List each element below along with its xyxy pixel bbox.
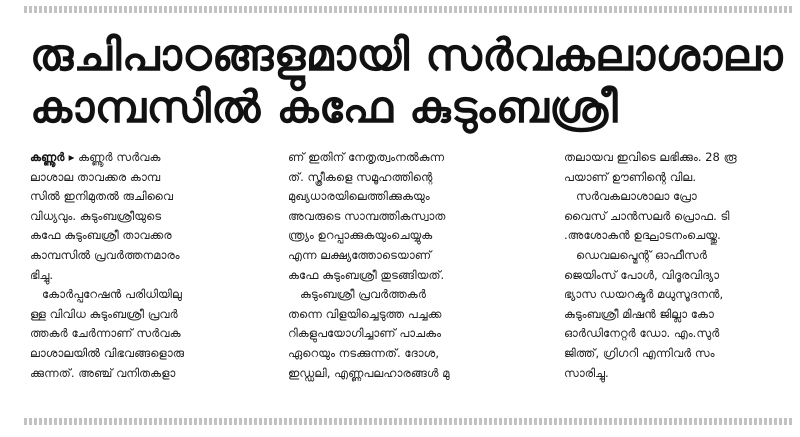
text-line: ഭിച്ചു. (30, 267, 54, 282)
text-line: മുഖ്യധാരയിലെത്തിക്കുകയും (288, 189, 430, 204)
headline-line-2: കാമ്പസിൽ കഫേ കുടുംബശ്രീ (30, 82, 619, 133)
text-line: സർവകലാശാലാ പ്രോ (576, 189, 697, 204)
text-line: കോർപ്പറേഷൻ പരിധിയിലു (42, 287, 182, 302)
top-dotted-rule (24, 6, 794, 13)
text-line: ന്ത്ര്യം ഉറപ്പാക്കുകയുംചെയ്യുക (288, 228, 433, 243)
text-line: വൈസ് ചാൻസലർ പ്രൊഫ. ടി (564, 208, 730, 223)
text-line: എന്ന ലക്ഷ്യത്തോടെയാണ് (288, 247, 432, 262)
text-line: ഏറെയും നടക്കുന്നത്. ദോശ, (288, 345, 440, 360)
text-line: പയാണ് ഊണിന്റെ വില. (564, 169, 697, 184)
text-line: അവരുടെ സാമ്പത്തികസ്വാത (288, 208, 446, 223)
text-line: കുടുംബശ്രീ മിഷൻ ജില്ലാ കോ (564, 306, 714, 321)
text-line: തലായവ ഇവിടെ ലഭിക്കും. 28 രൂ (564, 150, 737, 164)
article-column-1 (30, 148, 270, 383)
text-line: കുടുംബശ്രീ പ്രവർത്തകർ (300, 287, 426, 302)
text-line: ണ് ഇതിന് നേതൃത്വംനൽകുന്ന (288, 150, 445, 164)
text-line: ഇഡ്ഡലി, എണ്ണപലഹാരങ്ങൾ മു (288, 365, 450, 380)
text-line: കഫേ കുടുംബശ്രീ താവക്കര (30, 228, 172, 243)
text-line: ജിത്ത്, ഗ്രിഗറി എന്നിവർ സം (564, 345, 715, 360)
text-line: ലാശാലയിൽ വിഭവങ്ങളൊരു (30, 345, 185, 360)
text-line: വിധ്യവും. കുടുംബശ്രീയുടെ (30, 208, 162, 223)
text-line: തന്നെ വിളയിച്ചെടുത്ത പച്ചക്ക (288, 306, 442, 321)
text-line: .അശോകൻ ഉദ്ഘാടനംചെയ്തു. (564, 228, 721, 243)
text-line: സിൽ ഇനിമുതൽ രുചിവൈ (30, 189, 174, 204)
text-line: കണ്ണൂർ സർവക (78, 150, 161, 164)
text-line: ക്കുന്നത്. അഞ്ച് വനിതകളാ (30, 365, 176, 380)
text-line: ഡെവലപ്മെന്റ് ഓഫീസർ (576, 247, 707, 262)
headline (30, 30, 792, 134)
headline-line-1: രുചിപാഠങ്ങളുമായി സർവകലാശാലാ (30, 30, 784, 81)
article-column-3 (564, 148, 792, 383)
article-column-2 (288, 148, 530, 383)
text-line: റികളുപയോഗിച്ചാണ് പാചകം (288, 326, 442, 341)
text-line: ത്. സ്ത്രീകളെ സമൂഹത്തിന്റെ (288, 169, 433, 184)
text-line: ജെയിംസ് പോൾ, വിദൂരവിദ്യാ (564, 267, 720, 282)
bottom-dotted-rule (24, 418, 794, 425)
article-body (30, 148, 792, 410)
text-line: ത്തകർ ചേർന്നാണ് സർവക (30, 326, 181, 341)
text-line: കഫേ കുടുംബശ്രീ തുടങ്ങിയത്. (288, 267, 445, 282)
text-line: സാരിച്ചു. (564, 365, 609, 380)
dateline: കണ്ണൂർ ▸ (30, 150, 75, 164)
text-line: ലാശാല താവക്കര കാമ്പ (30, 169, 161, 184)
text-line: ഓർഡിനേറ്റർ ഡോ. എം.സുർ (564, 326, 720, 341)
text-line: കാമ്പസിൽ പ്രവർത്തനമാരം (30, 247, 180, 262)
text-line: ഭ്യാസ ഡയറക്ടർ മധുസൂദനൻ, (564, 287, 724, 302)
text-line: ള്ള വിവിധ കുടുംബശ്രീ പ്രവർ (30, 306, 178, 321)
